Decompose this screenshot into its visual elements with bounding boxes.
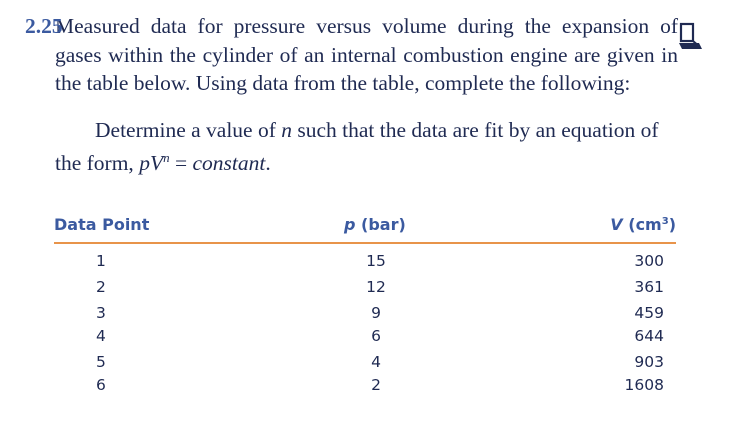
header-volume-unit-close: ) xyxy=(668,215,676,234)
cell-pressure: 9 xyxy=(371,304,381,322)
cell-data-point: 5 xyxy=(96,353,106,371)
laptop-icon xyxy=(676,22,706,52)
cell-volume: 361 xyxy=(634,278,664,296)
header-volume-symbol: V xyxy=(610,215,623,234)
header-volume-unit-open: (cm xyxy=(628,215,662,234)
task-end: . xyxy=(265,151,271,176)
header-volume xyxy=(610,215,676,234)
table-row xyxy=(54,353,676,376)
table-row xyxy=(54,278,676,301)
problem-text: Measured data for pressure versus volume during the expansion of gases within the cylinder of an internal combustion engine are given in the table below. Using data from the table, complete the following: xyxy=(55,14,678,95)
header-data-point: Data Point xyxy=(54,215,150,234)
cell-volume: 903 xyxy=(634,353,664,371)
cell-pressure: 12 xyxy=(366,278,386,296)
table-row xyxy=(54,376,676,399)
cell-data-point: 3 xyxy=(96,304,106,322)
table-header xyxy=(54,212,676,244)
pressure-volume-table xyxy=(54,212,676,399)
header-volume-exponent: 3 xyxy=(661,216,669,227)
header-pressure-unit: (bar) xyxy=(361,215,406,234)
task-variable: n xyxy=(281,117,292,142)
header-pressure xyxy=(344,215,406,234)
equation-exponent: n xyxy=(163,150,170,165)
cell-data-point: 2 xyxy=(96,278,106,296)
cell-pressure: 15 xyxy=(366,252,386,270)
cell-data-point: 1 xyxy=(96,252,106,270)
task-text-start: Determine a value of xyxy=(95,117,282,142)
cell-volume: 300 xyxy=(634,252,664,270)
problem-statement xyxy=(25,12,678,178)
cell-volume: 459 xyxy=(634,304,664,322)
cell-data-point: 4 xyxy=(96,327,106,345)
equation-lhs: pV xyxy=(139,151,164,176)
table-row xyxy=(54,327,676,350)
equation-equals: = xyxy=(169,151,193,176)
table-body xyxy=(54,252,676,399)
equation-rhs: constant xyxy=(192,151,266,176)
table-row xyxy=(54,304,676,327)
header-volume-unit xyxy=(628,215,676,234)
problem-paragraph xyxy=(25,12,678,98)
cell-volume: 644 xyxy=(634,327,664,345)
cell-data-point: 6 xyxy=(96,376,106,394)
cell-pressure: 6 xyxy=(371,327,381,345)
problem-number: 2.25 xyxy=(25,14,63,38)
cell-pressure: 4 xyxy=(371,353,381,371)
table-row xyxy=(54,252,676,275)
task-instruction xyxy=(33,116,678,178)
task-text-middle: such that the data are fit by an equation of the form, xyxy=(55,117,659,176)
header-pressure-symbol: p xyxy=(344,215,356,234)
cell-volume: 1608 xyxy=(624,376,664,394)
cell-pressure: 2 xyxy=(371,376,381,394)
